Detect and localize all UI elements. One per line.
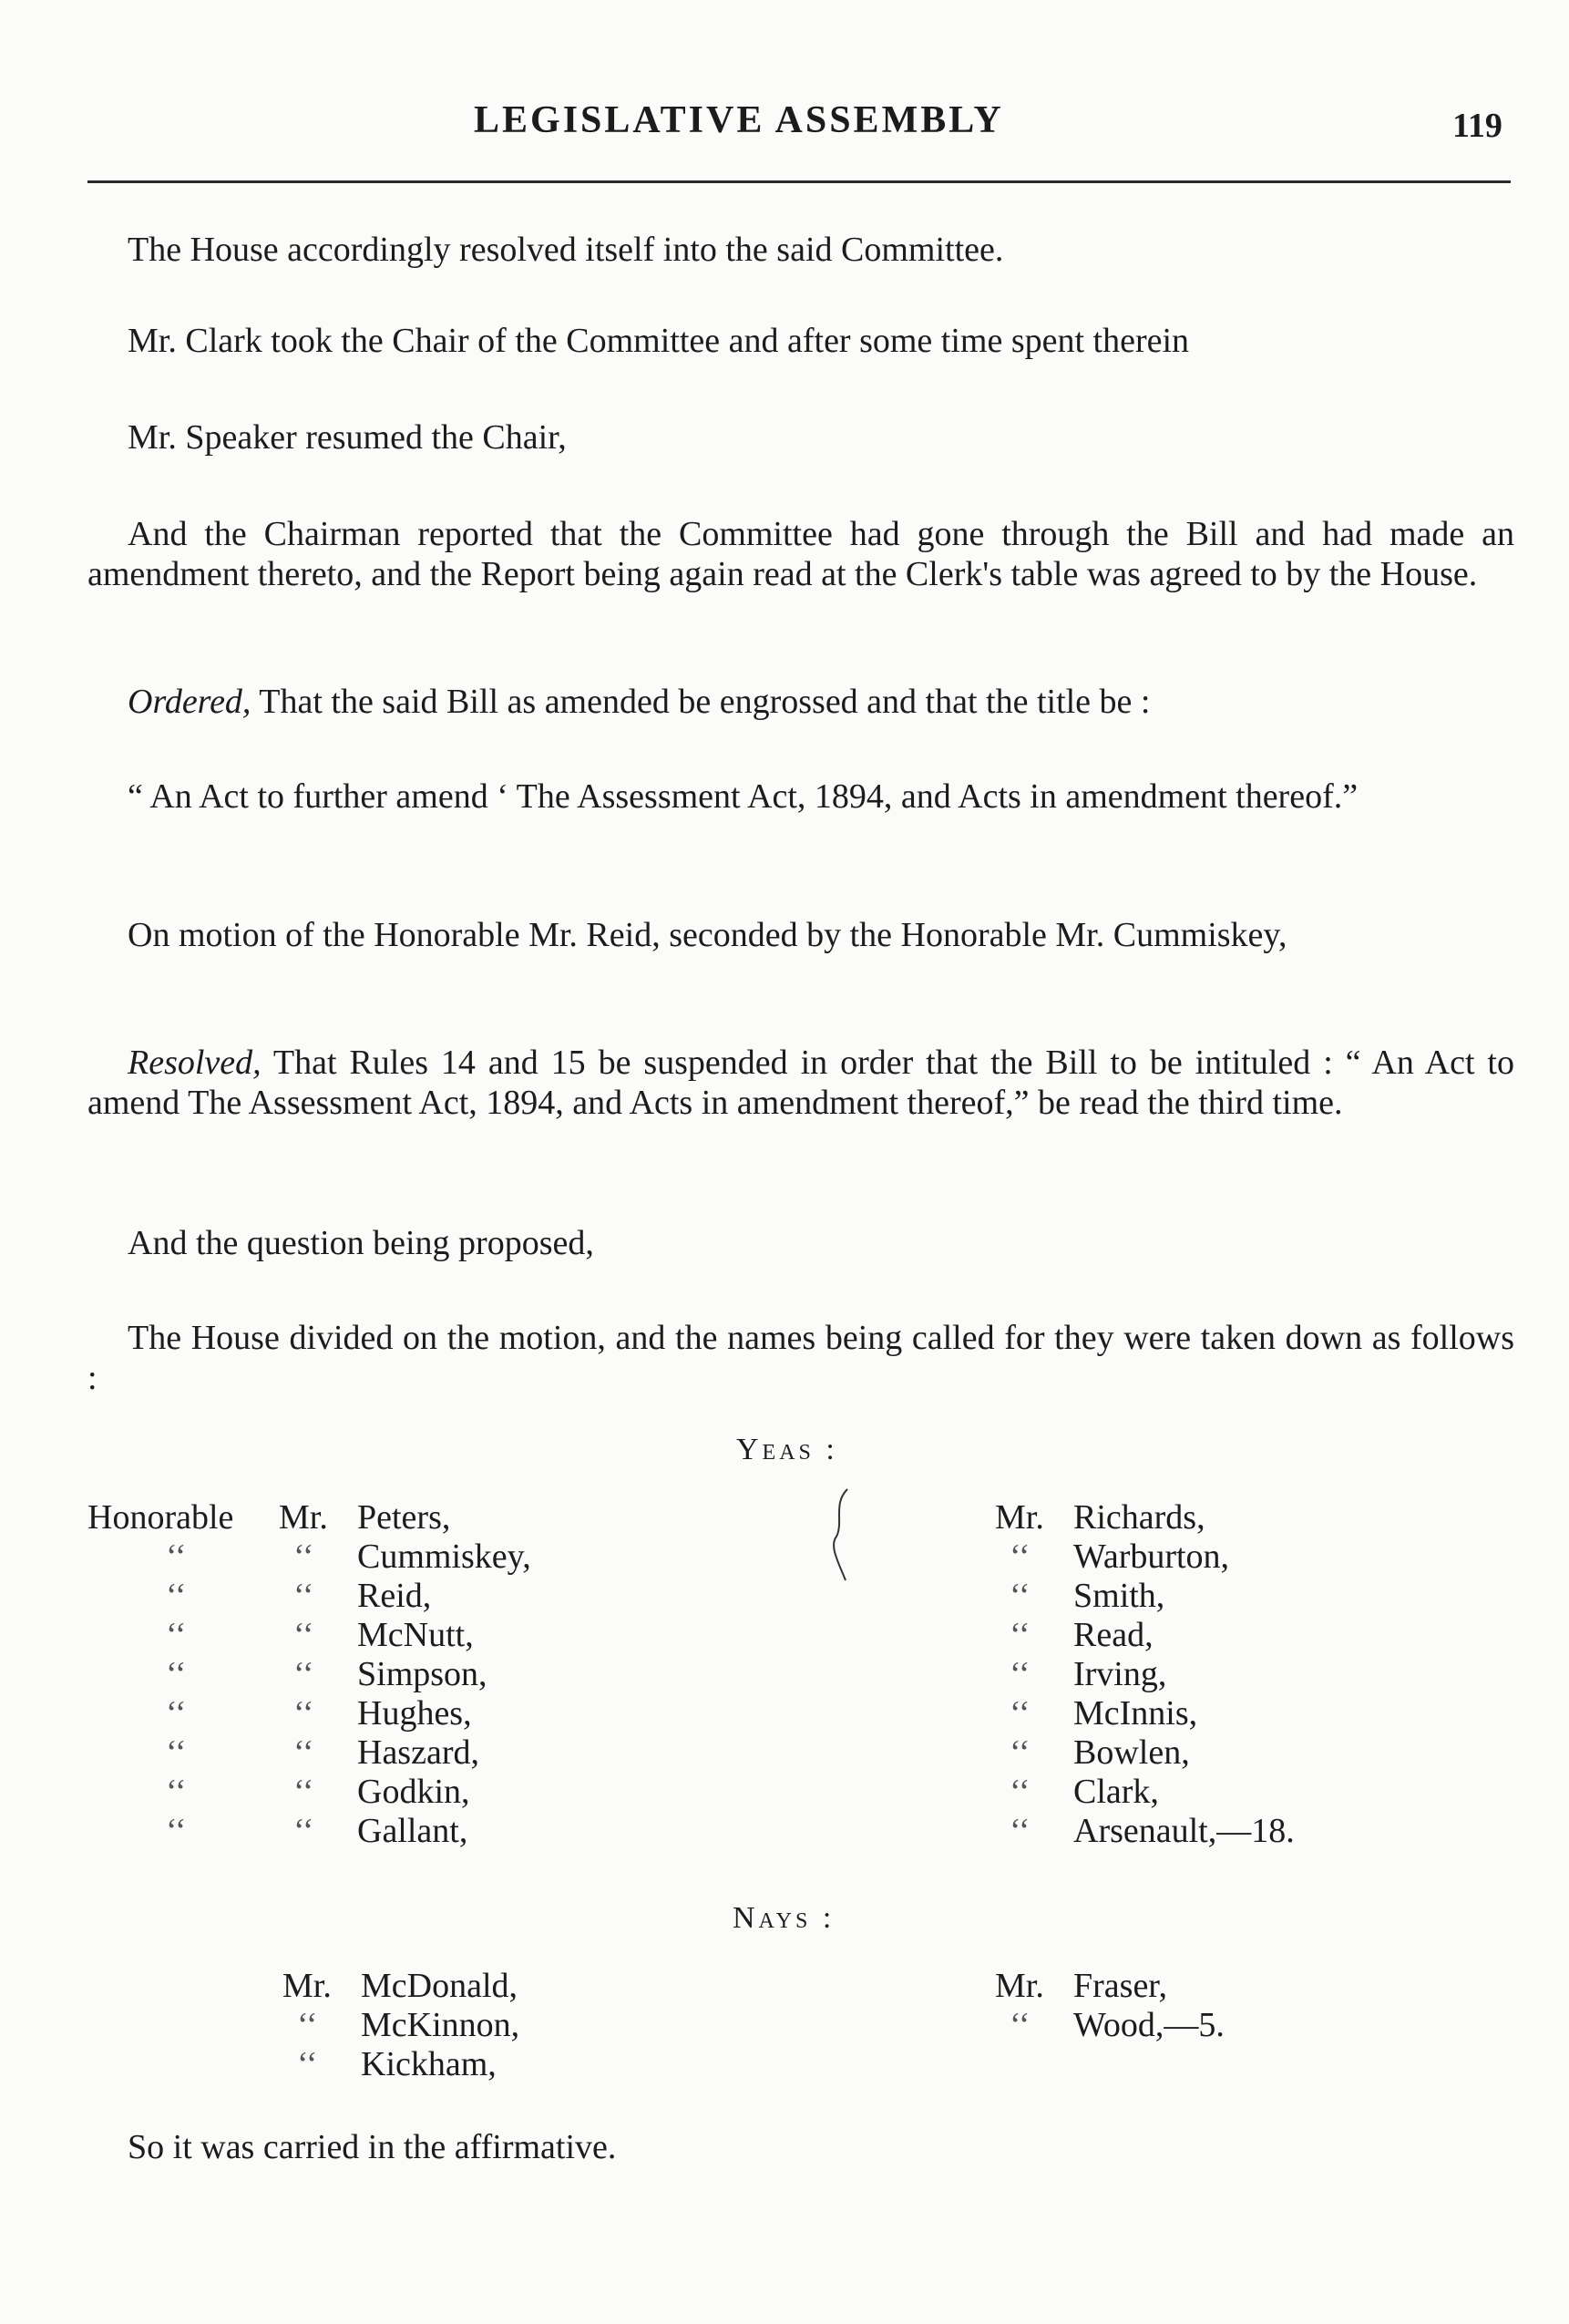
vote-row — [87, 1694, 671, 1733]
vote-name: Wood,—5. — [1073, 2006, 1225, 2044]
vote-name: McDonald, — [361, 1967, 518, 2005]
vote-name: Godkin, — [357, 1773, 470, 1811]
vote-row — [87, 1733, 671, 1773]
paragraph-motion: On motion of the Honorable Mr. Reid, seconded by the Honorable Mr. Cummiskey, — [128, 916, 1287, 954]
vote-name: Bowlen, — [1073, 1733, 1190, 1772]
paragraph-chair-taken: Mr. Clark took the Chair of the Committee and after some time spent therein — [128, 322, 1190, 360]
vote-mr: ‘‘ — [293, 1537, 314, 1576]
ordered-text: That the said Bill as amended be engrossed and that the title be : — [251, 683, 1151, 721]
paragraph-question: And the question being proposed, — [128, 1224, 594, 1262]
vote-mr: ‘‘ — [297, 2045, 318, 2083]
vote-name: Irving, — [1073, 1655, 1167, 1693]
vote-row — [995, 1616, 1505, 1655]
vote-mr: ‘‘ — [293, 1773, 314, 1811]
vote-mr: ‘‘ — [293, 1577, 314, 1615]
vote-prefix: ‘‘ — [166, 1616, 187, 1654]
vote-name: Haszard, — [357, 1733, 479, 1772]
vote-mr: Mr. — [279, 1498, 328, 1537]
vote-prefix: Honorable — [87, 1498, 234, 1537]
vote-row — [87, 1577, 671, 1616]
vote-name: McKinnon, — [361, 2006, 520, 2044]
vote-name: Smith, — [1073, 1577, 1165, 1615]
vote-name: Peters, — [357, 1498, 451, 1537]
paragraph-speaker-resumed: Mr. Speaker resumed the Chair, — [128, 418, 567, 457]
vote-mr: ‘‘ — [1010, 1577, 1031, 1615]
vote-row — [995, 1773, 1505, 1812]
vote-name: Fraser, — [1073, 1967, 1167, 2005]
resolved-label: Resolved, — [128, 1044, 262, 1082]
vote-prefix: ‘‘ — [166, 1733, 187, 1772]
nays-left-column — [282, 1967, 756, 2084]
vote-prefix: ‘‘ — [166, 1773, 187, 1811]
nays-right-column — [995, 1967, 1469, 2045]
vote-row — [995, 1537, 1505, 1577]
vote-name: Warburton, — [1073, 1537, 1230, 1576]
vote-name: Kickham, — [361, 2045, 497, 2083]
vote-row — [87, 1655, 671, 1694]
vote-name: McInnis, — [1073, 1694, 1198, 1733]
yeas-heading: Yeas : — [736, 1433, 838, 1466]
vote-mr: ‘‘ — [293, 1616, 314, 1654]
vote-name: Clark, — [1073, 1773, 1159, 1811]
vote-row — [282, 1967, 756, 2006]
paragraph-resolved — [87, 1043, 1514, 1123]
vote-mr: Mr. — [995, 1967, 1044, 2005]
vote-name: Reid, — [357, 1577, 432, 1615]
vote-mr: ‘‘ — [1010, 1616, 1031, 1654]
vote-mr: ‘‘ — [1010, 1773, 1031, 1811]
vote-row — [995, 1694, 1505, 1733]
vote-row — [87, 1498, 671, 1537]
vote-mr: Mr. — [282, 1967, 332, 2005]
paragraph-committee: The House accordingly resolved itself into the said Committee. — [128, 231, 1004, 269]
vote-row — [995, 1967, 1469, 2006]
paragraph-ordered — [87, 682, 1514, 722]
vote-row — [995, 1498, 1505, 1537]
vote-name: Arsenault,—18. — [1073, 1812, 1295, 1850]
vote-mr: ‘‘ — [1010, 2006, 1031, 2044]
paragraph-closing: So it was carried in the affirmative. — [128, 2128, 617, 2166]
nays-heading: Nays : — [733, 1901, 836, 1935]
vote-name: Hughes, — [357, 1694, 472, 1733]
vote-mr: ‘‘ — [1010, 1812, 1031, 1850]
vote-prefix: ‘‘ — [166, 1694, 187, 1733]
vote-prefix: ‘‘ — [166, 1655, 187, 1693]
vote-mr: ‘‘ — [1010, 1694, 1031, 1733]
yeas-right-column — [995, 1498, 1505, 1851]
vote-mr: ‘‘ — [1010, 1733, 1031, 1772]
vote-mr: ‘‘ — [1010, 1655, 1031, 1693]
vote-mr: Mr. — [995, 1498, 1044, 1537]
vote-row — [282, 2006, 756, 2045]
vote-row — [87, 1616, 671, 1655]
vote-prefix: ‘‘ — [166, 1812, 187, 1850]
vote-row — [995, 1812, 1505, 1851]
paragraph-division: The House divided on the motion, and the names being called for they were taken down as follows : — [87, 1319, 1514, 1397]
vote-row — [995, 1655, 1505, 1694]
yeas-left-column — [87, 1498, 671, 1851]
vote-row — [87, 1537, 671, 1577]
vote-row — [87, 1812, 671, 1851]
vote-mr: ‘‘ — [293, 1733, 314, 1772]
vote-row — [995, 1577, 1505, 1616]
vote-prefix: ‘‘ — [166, 1537, 187, 1576]
vote-row — [995, 2006, 1469, 2045]
vote-name: Gallant, — [357, 1812, 468, 1850]
vote-name: Read, — [1073, 1616, 1154, 1654]
header-rule — [87, 180, 1511, 183]
paragraph-chairman-report: And the Chairman reported that the Committee had gone through the Bill and had made an amendment thereto, and the Report being again read at the Clerk's table was agreed to by the House. — [87, 515, 1514, 593]
ordered-label: Ordered, — [128, 683, 251, 721]
vote-mr: ‘‘ — [297, 2006, 318, 2044]
brace-mark — [820, 1486, 856, 1586]
vote-name: Cummiskey, — [357, 1537, 531, 1576]
vote-row — [995, 1733, 1505, 1773]
vote-mr: ‘‘ — [1010, 1537, 1031, 1576]
vote-prefix: ‘‘ — [166, 1577, 187, 1615]
vote-mr: ‘‘ — [293, 1655, 314, 1693]
vote-row — [87, 1773, 671, 1812]
vote-row — [282, 2045, 756, 2084]
vote-name: McNutt, — [357, 1616, 474, 1654]
vote-name: Richards, — [1073, 1498, 1205, 1537]
resolved-text: That Rules 14 and 15 be suspended in order that the Bill to be intituled : “ An Act to amend The Assessment Act, 1894, and Acts in amendment thereof,” be read the third time. — [87, 1044, 1514, 1122]
vote-mr: ‘‘ — [293, 1812, 314, 1850]
vote-mr: ‘‘ — [293, 1694, 314, 1733]
running-head: LEGISLATIVE ASSEMBLY — [474, 99, 1004, 141]
page-number: 119 — [1452, 107, 1502, 145]
paragraph-act-title: “ An Act to further amend ‘ The Assessment Act, 1894, and Acts in amendment thereof.” — [128, 777, 1359, 816]
vote-name: Simpson, — [357, 1655, 487, 1693]
